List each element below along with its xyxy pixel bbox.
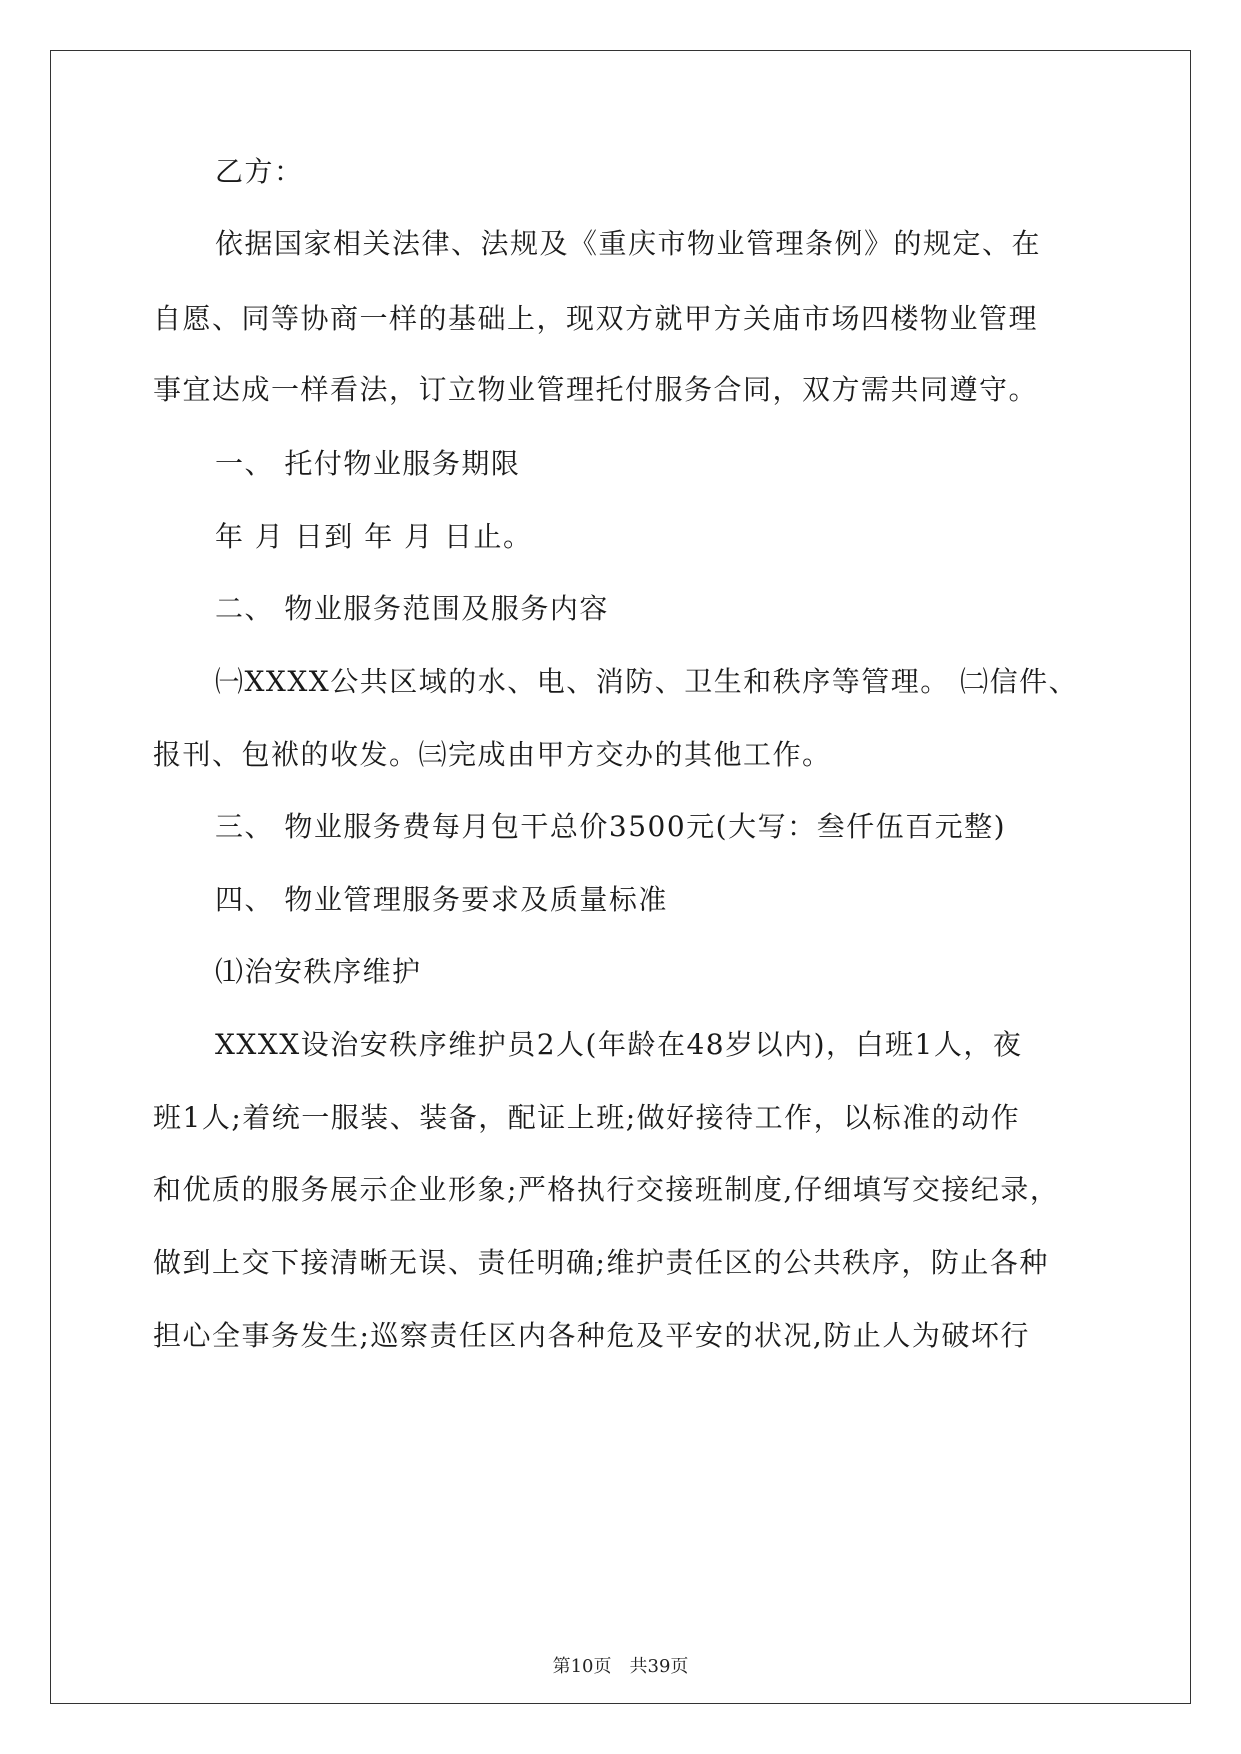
text-line: 一、 托付物业服务期限: [215, 447, 521, 480]
text-line: 乙方：: [215, 155, 304, 188]
text-line: 班1人;着统一服装、装备，配证上班;做好接待工作，以标准的动作: [153, 1101, 1021, 1134]
text-line: ⑴治安秩序维护: [215, 955, 422, 988]
text-line: 担心全事务发生;巡察责任区内各种危及平安的状况,防止人为破坏行: [153, 1319, 1030, 1352]
text-line: 报刊、包袱的收发。㈢完成由甲方交办的其他工作。: [153, 738, 832, 771]
text-line: 自愿、同等协商一样的基础上，现双方就甲方关庙市场四楼物业管理: [153, 302, 1039, 335]
text-line: 四、 物业管理服务要求及质量标准: [215, 883, 668, 916]
text-line: 年 月 日到 年 月 日止。: [215, 520, 533, 553]
text-line: 做到上交下接清晰无误、责任明确;维护责任区的公共秩序，防止各种: [153, 1246, 1049, 1279]
text-line: 三、 物业服务费每月包干总价3500元(大写：叁仟伍百元整): [215, 810, 1007, 843]
text-line: ㈠XXXX公共区域的水、电、消防、卫生和秩序等管理。 ㈡信件、: [215, 665, 1079, 698]
text-line: XXXX设治安秩序维护员2人(年龄在48岁以内)，白班1人，夜: [215, 1028, 1023, 1061]
page-number: 第10页 共39页: [552, 1656, 689, 1677]
text-line: 事宜达成一样看法，订立物业管理托付服务合同，双方需共同遵守。: [153, 373, 1039, 406]
text-line: 依据国家相关法律、法规及《重庆市物业管理条例》的规定、在: [215, 227, 1042, 260]
text-line: 二、 物业服务范围及服务内容: [215, 592, 609, 625]
text-line: 和优质的服务展示企业形象;严格执行交接班制度,仔细填写交接纪录，: [153, 1173, 1060, 1206]
